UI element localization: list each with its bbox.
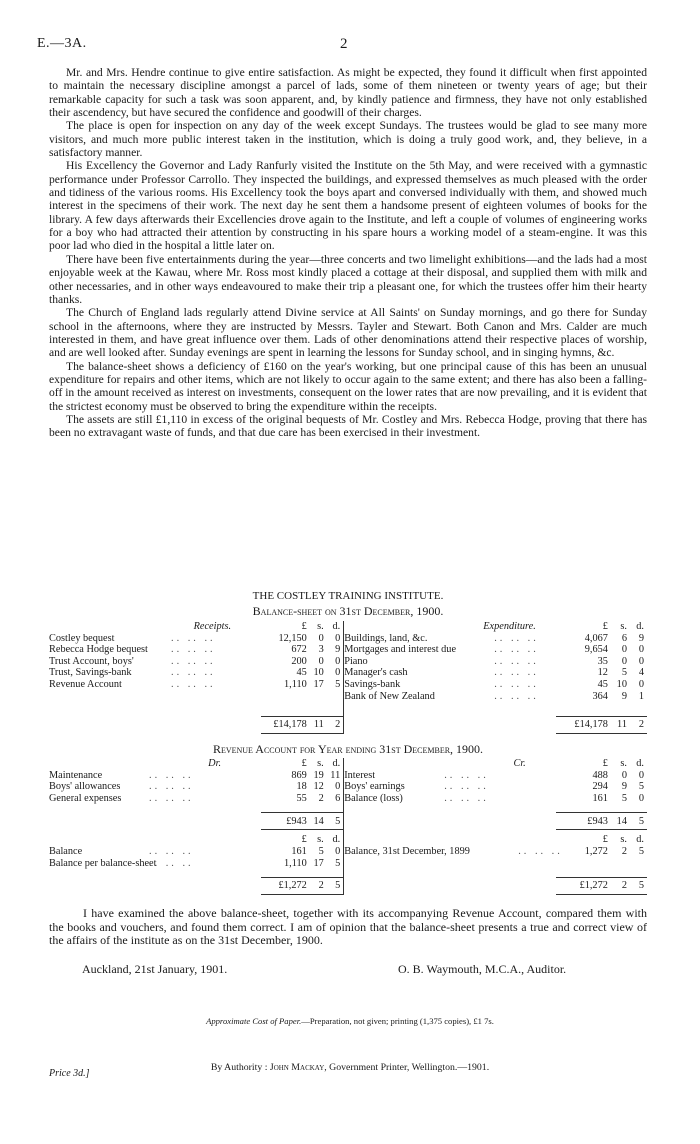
printer-name: John Mackay	[269, 1062, 325, 1073]
right-total-value: £943	[556, 813, 611, 830]
right-pence-value	[630, 858, 647, 870]
right-total-value: £1,272	[556, 878, 611, 895]
empty-cell	[344, 858, 556, 870]
right-pounds-value: 35	[597, 655, 608, 667]
balance-sheet-title: Balance-sheet on 31st December, 1900.	[252, 604, 444, 618]
left-pounds-value: 45	[296, 667, 307, 679]
right-item-label-cell	[344, 633, 556, 645]
right-item-label-cell	[344, 644, 556, 656]
total-row	[49, 813, 647, 830]
table-row	[49, 633, 647, 645]
left-item-label-cell	[49, 781, 261, 793]
right-shillings-value: 0	[621, 644, 627, 656]
leader-dots: .. .. ..	[149, 769, 194, 781]
right-shillings-value: 5	[621, 667, 627, 679]
right-item-label: Piano	[344, 655, 368, 667]
leader-dots: .. .. ..	[518, 845, 563, 857]
left-total-value: 11	[310, 717, 327, 734]
table-row	[49, 679, 647, 691]
right-pounds-value: 1,272	[584, 845, 608, 857]
pence-heading: d.	[332, 758, 341, 769]
left-shillings-value: 3	[318, 644, 324, 656]
left-item-label: Boys' allowances	[49, 781, 121, 793]
spacer-cell	[556, 869, 611, 878]
empty-cell	[344, 813, 556, 830]
left-pounds-value: 55	[296, 792, 307, 804]
table-row	[49, 858, 647, 870]
empty-cell	[49, 691, 261, 703]
spacer-cell	[49, 869, 261, 878]
right-item-label: Balance, 31st December, 1899	[344, 845, 470, 857]
right-total-value: 5	[630, 878, 647, 895]
right-pence-value: 0	[638, 792, 644, 804]
empty-cell	[49, 813, 261, 830]
left-total-value: £943	[261, 813, 310, 830]
pence-heading: d.	[332, 621, 341, 632]
pounds-heading: £	[602, 834, 608, 846]
leader-dots: .. .. ..	[171, 655, 216, 667]
left-shillings-value: 17	[313, 857, 324, 869]
right-item-label: Balance (loss)	[344, 792, 403, 804]
left-shillings-value: 0	[318, 632, 324, 644]
expenditure-heading: Expenditure.	[344, 621, 556, 633]
institution-name: THE COSTLEY TRAINING INSTITUTE.	[252, 590, 444, 602]
shillings-heading: s.	[620, 834, 627, 846]
left-item-label: Revenue Account	[49, 678, 122, 690]
shillings-heading: s.	[620, 621, 627, 632]
left-pounds-value: 869	[291, 769, 307, 781]
right-item-label: Manager's cash	[344, 667, 408, 679]
spacer-cell	[310, 702, 327, 717]
spacer-cell	[261, 702, 310, 717]
empty-cell	[49, 834, 261, 846]
spacer-cell	[261, 869, 310, 878]
page-number: 2	[340, 36, 348, 52]
table-row	[49, 644, 647, 656]
right-shillings-value: 9	[621, 781, 627, 793]
right-total-value: £14,178	[556, 717, 611, 734]
spacer-cell	[344, 869, 556, 878]
left-pence-value: 9	[335, 644, 341, 656]
spacer-cell	[49, 804, 261, 813]
left-shillings-value: 12	[313, 781, 324, 793]
left-item-label-cell	[49, 858, 261, 870]
pounds-heading: £	[301, 834, 307, 846]
spacer-cell	[327, 869, 344, 878]
left-item-label-cell	[49, 793, 261, 805]
total-row	[49, 878, 647, 895]
spacer-row	[49, 702, 647, 717]
leader-dots: .. .. ..	[494, 644, 539, 656]
right-total-value: 5	[630, 813, 647, 830]
empty-cell	[344, 717, 556, 734]
left-item-label: Rebecca Hodge bequest	[49, 644, 148, 656]
table-row	[49, 656, 647, 668]
left-pence-value	[327, 691, 344, 703]
right-item-label: Buildings, land, &c.	[344, 632, 428, 644]
right-total-value: 14	[611, 813, 630, 830]
shillings-heading: s.	[317, 621, 324, 632]
left-item-label-cell	[49, 846, 261, 858]
left-item-label-cell	[49, 644, 261, 656]
spacer-cell	[310, 869, 327, 878]
left-item-label: Maintenance	[49, 769, 103, 781]
shillings-heading: s.	[317, 758, 324, 769]
right-pounds-value: 4,067	[584, 632, 608, 644]
cost-text: —Preparation, not given; printing (1,375 copies), £1 7s.	[301, 1016, 494, 1026]
leader-dots: .. .. ..	[149, 845, 194, 857]
table-row	[49, 691, 647, 703]
right-item-label-cell	[344, 667, 556, 679]
right-pounds-value: 294	[592, 781, 608, 793]
right-shillings-value: 2	[621, 845, 627, 857]
spacer-cell	[327, 804, 344, 813]
leader-dots: .. .. ..	[444, 769, 489, 781]
leader-dots: .. .. ..	[444, 781, 489, 793]
right-item-label-cell	[344, 770, 556, 782]
spacer-cell	[310, 804, 327, 813]
left-total-value: £1,272	[261, 878, 310, 895]
balance-sheet-table	[49, 621, 647, 734]
right-pence-value: 0	[638, 655, 644, 667]
empty-cell	[49, 717, 261, 734]
leader-dots: .. .. ..	[149, 857, 194, 869]
spacer-cell	[611, 804, 630, 813]
right-total-value: 11	[611, 717, 630, 734]
debit-heading: Dr.	[208, 758, 222, 769]
table-row	[49, 846, 647, 858]
left-pounds-value: 1,110	[284, 857, 307, 869]
audit-text: I have examined the above balance-sheet, together with its accompanying Revenue Account, compared them with the books and vouchers, and found them correct. I am of opinion that the balance-sheet presents a true and correct view of the affairs of the institute as on the 31st December, 1900.	[49, 906, 647, 947]
right-pounds-value: 488	[592, 769, 608, 781]
left-total-value: 2	[310, 878, 327, 895]
right-shillings-value: 0	[621, 769, 627, 781]
left-total-value: 5	[327, 813, 344, 830]
spacer-cell	[630, 804, 647, 813]
right-shillings-value: 6	[621, 632, 627, 644]
right-pence-value: 5	[638, 845, 644, 857]
right-pence-value: 9	[638, 632, 644, 644]
right-pence-value: 0	[638, 678, 644, 690]
left-item-label-cell	[49, 679, 261, 691]
right-pounds-value: 12	[597, 667, 608, 679]
left-pounds-value: 12,150	[278, 632, 307, 644]
right-item-label: Boys' earnings	[344, 781, 405, 793]
audit-place-date: Auckland, 21st January, 1901.	[82, 962, 228, 976]
price-label: Price 3d.]	[49, 1068, 90, 1079]
pence-heading: d.	[636, 834, 644, 846]
left-pence-value: 5	[335, 678, 341, 690]
left-pounds-value: 672	[291, 644, 307, 656]
authority-suffix: , Government Printer, Wellington.—1901.	[324, 1062, 490, 1073]
left-item-label: General expenses	[49, 792, 122, 804]
right-item-label: Bank of New Zealand	[344, 690, 435, 702]
right-item-label-cell	[344, 845, 563, 858]
left-shillings-value: 5	[318, 845, 324, 857]
document-code: E.—3A.	[37, 36, 87, 51]
leader-dots: .. .. ..	[171, 644, 216, 656]
right-pounds-value: 161	[592, 792, 608, 804]
paragraph: His Excellency the Governor and Lady Ranfurly visited the Institute on the 5th May, and were received with a gymnastic performance under Professor Carrollo. They inspected the buildings, and expressed themselves as much pleased with the order and tidiness of the various rooms. His Excellency took the boys apart and conversed individually with them, and showed much interest in the specimens of their work. The next day he sent them a handsome present of eighteen volumes of books for the library. A few days afterwards their Excellencies drove again to the Institute, and left a couple of volumes of engineering works for a boy who had attracted their attention by constructing in his spare hours a working model of a steam-engine. It was this poor lad who died in the hospital a little later on.	[49, 159, 647, 253]
right-pounds-value: 9,654	[584, 644, 608, 656]
leader-dots: .. .. ..	[171, 632, 216, 644]
spacer-cell	[327, 702, 344, 717]
left-pence-value: 5	[335, 857, 341, 869]
authority-prefix: By Authority :	[210, 1062, 268, 1073]
leader-dots: .. .. ..	[171, 667, 216, 679]
right-shillings-value	[611, 858, 630, 870]
leader-dots: .. .. ..	[494, 690, 539, 702]
spacer-cell	[344, 804, 556, 813]
spacer-row	[49, 804, 647, 813]
left-pence-value: 11	[330, 769, 341, 781]
left-pounds-value: 161	[291, 845, 307, 857]
pounds-heading: £	[602, 621, 608, 632]
right-pounds-value: 364	[592, 690, 608, 702]
pence-heading: d.	[636, 621, 644, 632]
left-shillings-value: 0	[318, 655, 324, 667]
leader-dots: .. .. ..	[149, 792, 194, 804]
left-item-label-cell	[49, 770, 261, 782]
right-shillings-value: 9	[621, 690, 627, 702]
spacer-cell	[556, 804, 611, 813]
credit-heading: Cr.	[344, 758, 556, 770]
right-item-label-cell	[344, 793, 556, 805]
pence-heading: d.	[332, 834, 341, 846]
left-item-label: Trust, Savings-bank	[49, 667, 132, 679]
spacer-cell	[630, 869, 647, 878]
table-row	[49, 667, 647, 679]
right-item-label-cell	[344, 781, 556, 793]
right-pence-value: 5	[638, 781, 644, 793]
left-pounds-value: 18	[296, 781, 307, 793]
empty-cell	[344, 878, 556, 895]
auditor-signature: O. B. Waymouth, M.C.A., Auditor.	[398, 962, 567, 976]
table-row	[49, 793, 647, 805]
left-item-label-cell	[49, 633, 261, 645]
spacer-cell	[630, 702, 647, 717]
left-item-label: Costley bequest	[49, 632, 115, 644]
paragraph: The Church of England lads regularly attend Divine service at All Saints' on Sunday mornings, and go there for Sunday school in the afternoons, where they are instructed by Messrs. Tayler and Stewart. Both Canon and Mrs. Calder are much interested in them, and have great influence over them. Lads of other denominations attend their respective places of worship, and are well looked after. Sunday evenings are spent in learning the lessons for Sunday school, and in singing hymns, &c.	[49, 306, 647, 360]
left-pounds-value: 1,110	[284, 678, 307, 690]
leader-dots: .. .. ..	[444, 792, 489, 804]
paragraph: The balance-sheet shows a deficiency of £160 on the year's working, but one principal cause of this has been an unusual expenditure for repairs and other items, which are not likely to occur again to the same extent; and there has also been a falling-off in the amount received as interest on investments, consequent on the lower rates that are now prevailing, and it is evident that the strictest economy must be observed to bring the expenditure within the receipts.	[49, 359, 647, 413]
spacer-cell	[261, 804, 310, 813]
left-pence-value: 0	[335, 632, 341, 644]
left-total-value: 2	[327, 717, 344, 734]
spacer-cell	[49, 702, 261, 717]
right-pence-value: 0	[638, 644, 644, 656]
report-body	[49, 66, 647, 440]
shillings-heading: s.	[620, 758, 627, 769]
left-item-label-cell	[49, 667, 261, 679]
shillings-heading: s.	[317, 834, 324, 846]
leader-dots: .. .. ..	[494, 678, 539, 690]
left-pounds-value: 200	[291, 655, 307, 667]
right-item-label: Savings-bank	[344, 678, 401, 690]
left-item-label: Trust Account, boys'	[49, 655, 134, 667]
table-row	[49, 770, 647, 782]
right-item-label-cell	[344, 691, 556, 703]
right-item-label-cell	[344, 656, 556, 668]
right-pounds-value	[556, 858, 611, 870]
left-pounds-value	[261, 691, 310, 703]
receipts-heading: Receipts.	[193, 621, 232, 632]
leader-dots: .. .. ..	[494, 655, 539, 667]
left-pence-value: 0	[335, 781, 341, 793]
spacer-cell	[344, 702, 556, 717]
spacer-cell	[611, 702, 630, 717]
paragraph: There have been five entertainments during the year—three concerts and two limelight exhibitions—and the lads had a most enjoyable week at the Kawau, where Mr. Ross most kindly placed a cottage at their disposal, and supplied them with milk and other necessaries, and in other ways endeavoured to make their trip a pleasant one, for which the trustees offer him their hearty thanks.	[49, 252, 647, 306]
right-shillings-value: 10	[616, 678, 627, 690]
left-shillings-value: 2	[318, 792, 324, 804]
pounds-heading: £	[301, 621, 307, 632]
revenue-account-title: Revenue Account for Year ending 31st December, 1900.	[212, 742, 484, 756]
spacer-cell	[611, 869, 630, 878]
leader-dots: .. .. ..	[494, 632, 539, 644]
paragraph: The place is open for inspection on any day of the week except Sundays. The trustees would be glad to see many more visitors, and much more public interest taken in the institution, which is doing a truly good work, and, they believe, in a satisfactory manner.	[49, 119, 647, 160]
left-pence-value: 0	[335, 655, 341, 667]
left-total-value: 14	[310, 813, 327, 830]
left-pence-value: 0	[335, 845, 341, 857]
leader-dots: .. .. ..	[494, 667, 539, 679]
printer-authority	[0, 1062, 700, 1073]
left-shillings-value: 17	[313, 678, 324, 690]
leader-dots: .. .. ..	[171, 678, 216, 690]
audit-statement	[49, 907, 647, 948]
left-total-value: 5	[327, 878, 344, 895]
left-shillings-value: 19	[313, 769, 324, 781]
right-shillings-value: 5	[621, 792, 627, 804]
right-item-label: Mortgages and interest due	[344, 644, 457, 656]
right-total-value: 2	[630, 717, 647, 734]
left-item-label-cell	[49, 656, 261, 668]
left-pence-value: 6	[335, 792, 341, 804]
pence-heading: d.	[636, 758, 644, 769]
right-pence-value: 1	[638, 690, 644, 702]
right-shillings-value: 0	[621, 655, 627, 667]
leader-dots: .. .. ..	[149, 781, 194, 793]
spacer-cell	[556, 702, 611, 717]
spacer-row	[49, 869, 647, 878]
left-total-value: £14,178	[261, 717, 310, 734]
table-row	[49, 781, 647, 793]
currency-heading-row	[49, 834, 647, 846]
left-shillings-value: 10	[313, 667, 324, 679]
right-item-label: Interest	[344, 769, 376, 781]
left-item-label: Balance per balance-sheet	[49, 857, 157, 869]
right-total-value: 2	[611, 878, 630, 895]
cost-label: Approximate Cost of Paper.	[206, 1016, 302, 1026]
paragraph: Mr. and Mrs. Hendre continue to give entire satisfaction. As might be expected, they found it difficult when first appointed to maintain the necessary discipline amongst a parcel of lads, some of them nineteen or twenty years of age; but their remarkable capacity for such a task was soon apparent, and, by kindly patience and firmness, they have not only established their ascendency, but have secured the confidence and goodwill of their charges.	[49, 66, 647, 120]
pounds-heading: £	[301, 758, 307, 769]
right-pence-value: 0	[638, 769, 644, 781]
left-shillings-value	[310, 691, 327, 703]
total-row	[49, 717, 647, 734]
right-item-label-cell	[344, 679, 556, 691]
empty-cell	[344, 834, 556, 846]
left-pence-value: 0	[335, 667, 341, 679]
left-item-label: Balance	[49, 845, 83, 857]
revenue-account-table	[49, 758, 647, 895]
cost-of-paper	[0, 1016, 700, 1026]
paragraph: The assets are still £1,110 in excess of the original bequests of Mr. Costley and Mrs. Rebecca Hodge, proving that there has been no extravagant waste of funds, and that due care has been exercised in their investment.	[49, 412, 647, 440]
right-pounds-value: 45	[597, 678, 608, 690]
empty-cell	[49, 878, 261, 895]
pounds-heading: £	[602, 758, 608, 769]
right-pence-value: 4	[638, 667, 644, 679]
